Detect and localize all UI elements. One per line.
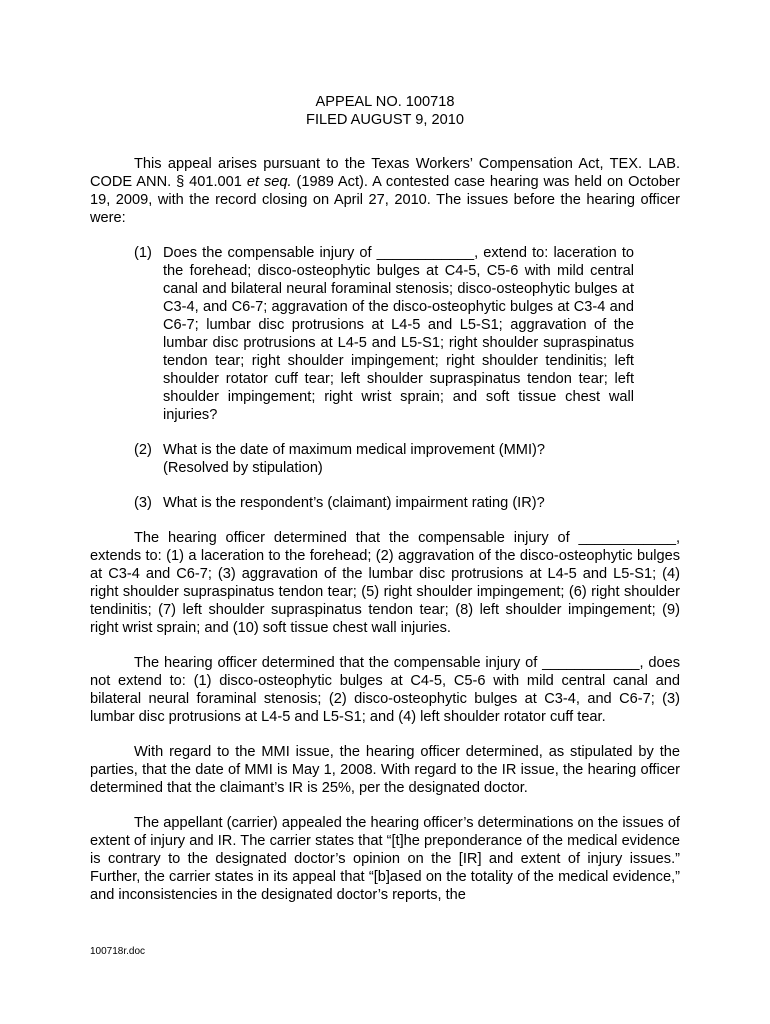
issue-number: (3) [134, 495, 152, 511]
issue-question: What is the date of maximum medical improvement (MMI)? [163, 442, 545, 458]
intro-text-b: (1989 Act). A contested case hearing was held on October 19, 2009, with the record closing on April 27, 2010. The issues before the hearing officer were: [90, 174, 681, 226]
intro-paragraph [90, 155, 680, 227]
issue-item [134, 441, 634, 477]
intro-text-a: This appeal arises pursuant to the Texas Workers’ Compensation Act, TEX. LAB. CODE ANN. § 401.001 [90, 156, 680, 190]
body-paragraph: The hearing officer determined that the compensable injury of ____________, does not extend to: (1) disco-osteophytic bulges at C4-5, C5-6 with mild central canal and bilateral neural foraminal stenosis; (2) disco-osteophytic bulges at C3-4, and C6-7; (3) lumbar disc protrusions at L4-5 and L5-S1; and (4) left shoulder rotator cuff tear. [90, 655, 680, 725]
issue-note: (Resolved by stipulation) [163, 460, 323, 476]
issue-text: What is the respondent’s (claimant) impairment rating (IR)? [163, 495, 545, 511]
footer-filename: 100718r.doc [90, 946, 146, 957]
body-paragraph: The hearing officer determined that the compensable injury of ____________, extends to: (1) a laceration to the forehead; (2) aggravation of the disco-osteophytic bulges at C3-4 and C6-7; (3) aggravation of the lumbar disc protrusions at L4-5 and L5-S1; (4) right shoulder supraspinatus tendon tear; (5) right shoulder impingement; (6) right shoulder tendinitis; (7) left shoulder supraspinatus tendon tear; (8) left shoulder impingement; (9) right wrist sprain; and (10) soft tissue chest wall injuries. [90, 530, 680, 636]
issue-item [134, 244, 634, 424]
document-heading [90, 93, 680, 129]
issue-number: (1) [134, 245, 152, 261]
intro-italic: et seq. [246, 174, 292, 190]
issue-item [134, 494, 634, 512]
filed-date: FILED AUGUST 9, 2010 [306, 112, 464, 128]
issues-list [90, 244, 680, 512]
appeal-number: APPEAL NO. 100718 [315, 94, 455, 110]
issue-text: Does the compensable injury of ____________, extend to: laceration to the forehead; disco-osteophytic bulges at C4-5, C5-6 with mild central canal and bilateral neural foraminal stenosis; disco-osteophytic bulges at C3-4, and C6-7; aggravation of the disco-osteophytic bulges at C3-4 and C6-7; lumbar disc protrusions at L4-5 and L5-S1; aggravation of the lumbar disc protrusions at L4-5 and L5-S1; right shoulder supraspinatus tendon tear; right shoulder impingement; right shoulder tendinitis; left shoulder rotator cuff tear; left shoulder supraspinatus tendon tear; left shoulder impingement; right wrist sprain; and soft tissue chest wall injuries? [163, 245, 634, 423]
body-paragraph: The appellant (carrier) appealed the hearing officer’s determinations on the issues of extent of injury and IR. The carrier states that “[t]he preponderance of the medical evidence is contrary to the designated doctor’s opinion on the [IR] and extent of injury issues.” Further, the carrier states in its appeal that “[b]ased on the totality of the medical evidence,” and inconsistencies in the designated doctor’s reports, the [90, 815, 680, 903]
issue-text [163, 441, 634, 477]
body-paragraph: With regard to the MMI issue, the hearing officer determined, as stipulated by the parties, that the date of MMI is May 1, 2008. With regard to the IR issue, the hearing officer determined that the claimant’s IR is 25%, per the designated doctor. [90, 744, 680, 796]
document-page [90, 93, 680, 921]
issue-number: (2) [134, 442, 152, 458]
